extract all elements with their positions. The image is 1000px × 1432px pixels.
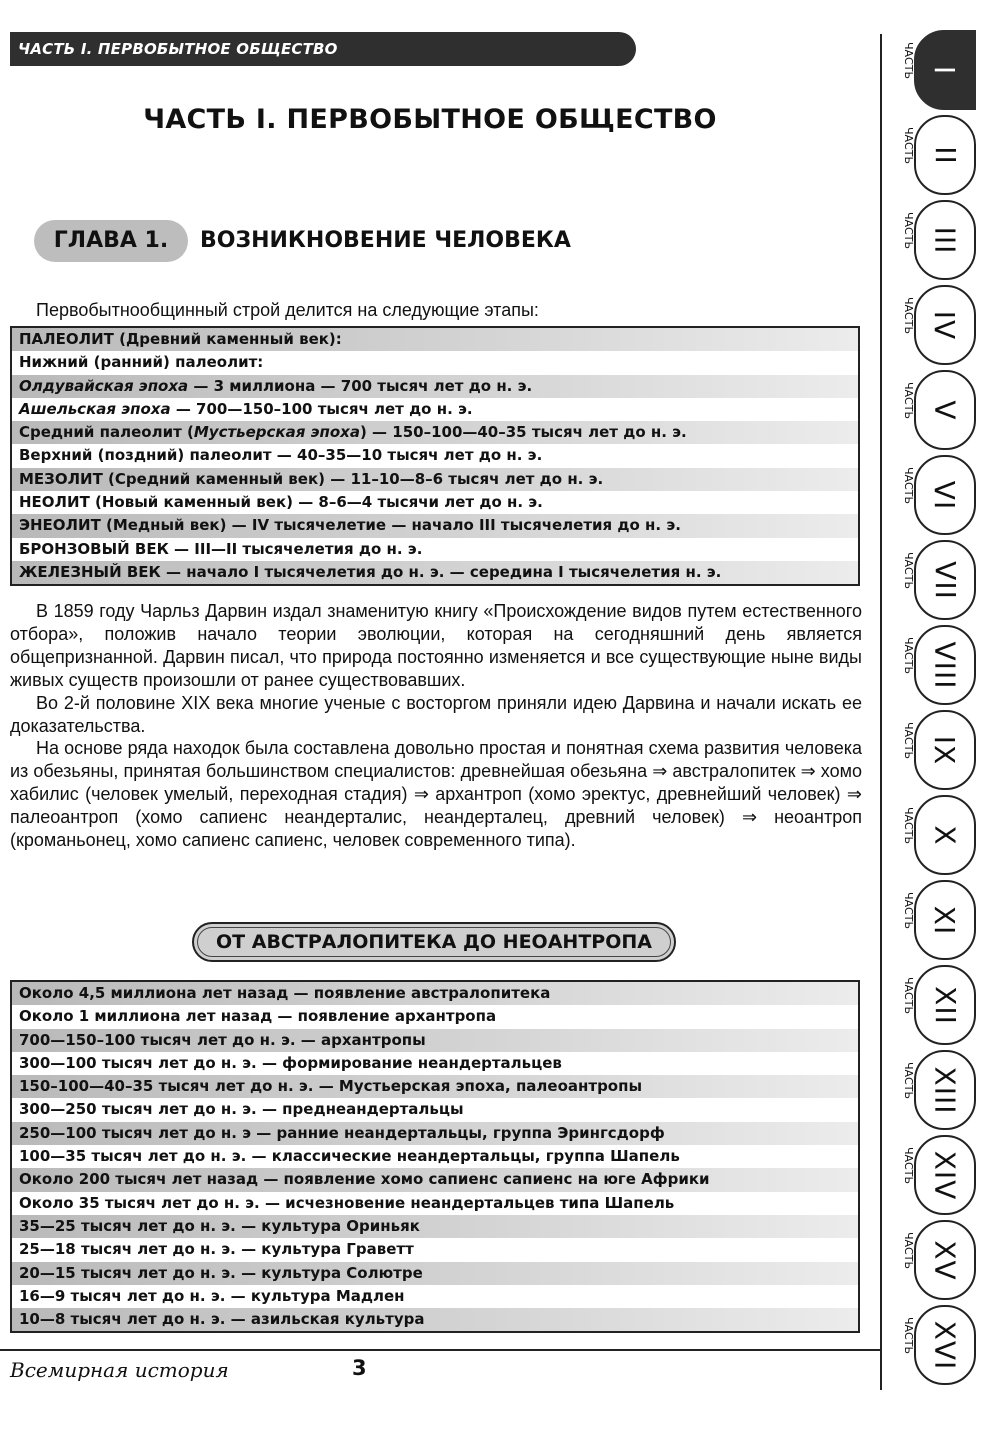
paragraph: Во 2-й половине XIX века многие ученые с восторгом приняли идею Дарвина и начали искать ее доказательства. <box>10 692 862 736</box>
part-tab-xii[interactable] <box>902 965 976 1045</box>
timeline-row: 16—9 тысяч лет до н. э. — культура Мадлен <box>19 1286 405 1305</box>
period-text: ЭНЕОЛИТ (Медный век) — IV тысячелетие — начало III тысячелетия до н. э. <box>19 516 681 535</box>
part-tab-numeral: XV <box>928 1239 962 1281</box>
footer-book-title: Всемирная история <box>10 1358 229 1382</box>
part-tab-numeral: XIV <box>928 1150 962 1200</box>
period-era-name: Мустьерская эпоха <box>193 423 360 442</box>
chapter-title: ВОЗНИКНОВЕНИЕ ЧЕЛОВЕКА <box>200 228 571 253</box>
part-tab-ix[interactable] <box>902 710 976 790</box>
period-row <box>12 468 858 491</box>
timeline-row: 10—8 тысяч лет до н. э. — азильская культура <box>12 1308 858 1331</box>
period-text: — 3 миллиона — 700 тысяч лет до н. э. <box>188 376 533 395</box>
timeline-row: Около 4,5 миллиона лет назад — появление австралопитека <box>12 982 858 1005</box>
part-tab-label: ЧАСТЬ <box>902 41 916 80</box>
part-tab-label: ЧАСТЬ <box>902 126 916 165</box>
side-divider <box>880 34 882 1390</box>
part-tab-xvi[interactable] <box>902 1305 976 1385</box>
part-tab-label: ЧАСТЬ <box>902 891 916 930</box>
section-title <box>192 922 676 962</box>
period-row <box>12 375 858 398</box>
timeline-row: 20—15 тысяч лет до н. э. — культура Солютре <box>12 1262 858 1285</box>
period-text: Средний палеолит ( <box>19 423 194 442</box>
part-tab-v[interactable] <box>902 370 976 450</box>
part-tab-viii[interactable] <box>902 625 976 705</box>
part-tab-numeral: II <box>928 145 962 165</box>
part-tab-label: ЧАСТЬ <box>902 466 916 505</box>
part-tab-label: ЧАСТЬ <box>902 1316 916 1355</box>
period-row <box>12 514 858 537</box>
period-row <box>12 328 858 351</box>
period-row <box>12 421 858 444</box>
part-tab-iii[interactable] <box>902 200 976 280</box>
period-text: НЕОЛИТ (Новый каменный век) — 8–6—4 тысячи лет до н. э. <box>19 493 543 512</box>
part-tab-label: ЧАСТЬ <box>902 1061 916 1100</box>
part-tab-ii[interactable] <box>902 115 976 195</box>
timeline-table <box>10 980 860 1333</box>
part-tab-xi[interactable] <box>902 880 976 960</box>
part-tab-vii[interactable] <box>902 540 976 620</box>
part-tab-label: ЧАСТЬ <box>902 976 916 1015</box>
periods-table <box>10 326 860 586</box>
part-tab-label: ЧАСТЬ <box>902 1231 916 1270</box>
part-tab-numeral: I <box>928 65 962 75</box>
part-tab-label: ЧАСТЬ <box>902 636 916 675</box>
part-title: ЧАСТЬ I. ПЕРВОБЫТНОЕ ОБЩЕСТВО <box>143 104 717 135</box>
timeline-row: 100—35 тысяч лет до н. э. — классические неандертальцы, группа Шапель <box>19 1147 680 1166</box>
timeline-row: Около 1 миллиона лет назад — появление архантропа <box>19 1007 497 1026</box>
part-tab-label: ЧАСТЬ <box>902 551 916 590</box>
part-tabs <box>884 30 1000 1390</box>
timeline-row: 700—150–100 тысяч лет до н. э. — архантропы <box>12 1029 858 1052</box>
part-tab-numeral: IV <box>928 310 962 340</box>
section-title-text: ОТ АВСТРАЛОПИТЕКА ДО НЕОАНТРОПА <box>216 931 652 953</box>
chapter-label: ГЛАВА 1. <box>34 220 188 262</box>
part-tab-i[interactable] <box>902 30 976 110</box>
part-tab-label: ЧАСТЬ <box>902 296 916 335</box>
part-tab-label: ЧАСТЬ <box>902 806 916 845</box>
body-text <box>10 600 862 852</box>
paragraph: На основе ряда находок была составлена довольно простая и понятная схема развития человека из обезьяны, принятая большинством специалистов: древнейшая обезьяна ⇒ австралопитек ⇒ хомо хабилис (человек умелый, переходная стадия) ⇒ архантроп (хомо эректус, древнейший человек) ⇒ палеоантроп (хомо сапиенс неандерталис, неандерталец, древний человек) ⇒ неоантроп (кроманьонец, хомо сапиенс сапиенс, человек современного типа). <box>10 738 862 851</box>
part-tab-numeral: III <box>928 226 962 254</box>
part-tab-numeral: XIII <box>928 1066 962 1114</box>
running-head: ЧАСТЬ I. ПЕРВОБЫТНОЕ ОБЩЕСТВО <box>10 32 636 66</box>
period-row <box>12 538 858 561</box>
part-tab-numeral: XVI <box>928 1320 962 1370</box>
part-tab-numeral: XII <box>928 985 962 1025</box>
period-row <box>12 561 858 584</box>
timeline-row: Около 35 тысяч лет до н. э. — исчезновение неандертальцев типа Шапель <box>19 1193 675 1212</box>
part-tab-numeral: VII <box>928 560 962 600</box>
timeline-row: 25—18 тысяч лет до н. э. — культура Граветт <box>19 1240 414 1259</box>
period-era-name: Олдувайская эпоха <box>19 376 189 395</box>
period-text: ) — 150–100—40–35 тысяч лет до н. э. <box>359 423 687 442</box>
part-tab-numeral: V <box>928 399 962 421</box>
part-tab-numeral: IX <box>928 735 962 765</box>
part-tab-vi[interactable] <box>902 455 976 535</box>
period-text: БРОНЗОВЫЙ ВЕК — III—II тысячелетия до н. э. <box>19 539 423 558</box>
period-text: ПАЛЕОЛИТ (Древний каменный век): <box>19 330 342 348</box>
timeline-row: Около 200 тысяч лет назад — появление хомо сапиенс сапиенс на юге Африки <box>12 1168 858 1191</box>
part-tab-iv[interactable] <box>902 285 976 365</box>
part-tab-label: ЧАСТЬ <box>902 1146 916 1185</box>
period-text: МЕЗОЛИТ (Средний каменный век) — 11–10—8–6 тысяч лет до н. э. <box>19 469 604 488</box>
period-row <box>12 491 858 514</box>
timeline-row: 250—100 тысяч лет до н. э — ранние неандертальцы, группа Эрингсдорф <box>12 1122 858 1145</box>
period-text: — 700—150–100 тысяч лет до н. э. <box>170 399 473 418</box>
timeline-row: 300—250 тысяч лет до н. э. — преднеандертальцы <box>19 1100 464 1119</box>
part-tab-label: ЧАСТЬ <box>902 211 916 250</box>
part-tab-label: ЧАСТЬ <box>902 381 916 420</box>
period-text: ЖЕЛЕЗНЫЙ ВЕК — начало I тысячелетия до н. э. — середина I тысячелетия н. э. <box>19 562 722 581</box>
part-tab-xiii[interactable] <box>902 1050 976 1130</box>
period-row <box>12 351 858 374</box>
period-text: Нижний (ранний) палеолит: <box>19 353 264 372</box>
footer-divider <box>0 1349 882 1351</box>
period-text: Верхний (поздний) палеолит — 40–35—10 тысяч лет до н. э. <box>19 446 543 465</box>
part-tab-numeral: X <box>928 824 962 846</box>
part-tab-label: ЧАСТЬ <box>902 721 916 760</box>
part-tab-numeral: VIII <box>928 641 962 689</box>
page-number: 3 <box>352 1356 367 1380</box>
intro-text: Первобытнообщинный строй делится на следующие этапы: <box>36 300 539 320</box>
timeline-row: 150–100—40–35 тысяч лет до н. э. — Мустьерская эпоха, палеоантропы <box>12 1075 858 1098</box>
part-tab-numeral: VI <box>928 480 962 510</box>
period-row <box>12 444 858 467</box>
timeline-row: 300—100 тысяч лет до н. э. — формирование неандертальцев <box>19 1053 562 1072</box>
part-tab-x[interactable] <box>902 795 976 875</box>
period-row <box>12 398 858 421</box>
paragraph: В 1859 году Чарльз Дарвин издал знаменитую книгу «Происхождение видов путем естественного отбора», положив начало теории эволюции, которая на сегодняшний день является общепризнанной. Дарвин писал, что природа постоянно изменяется и все существующие ныне виды живых существ произошли от ранее существовавших. <box>10 601 862 690</box>
part-tab-numeral: XI <box>928 905 962 935</box>
part-tab-xv[interactable] <box>902 1220 976 1300</box>
part-tab-xiv[interactable] <box>902 1135 976 1215</box>
period-era-name: Ашельская эпоха <box>19 399 171 418</box>
timeline-row: 35—25 тысяч лет до н. э. — культура Ориньяк <box>12 1215 858 1238</box>
